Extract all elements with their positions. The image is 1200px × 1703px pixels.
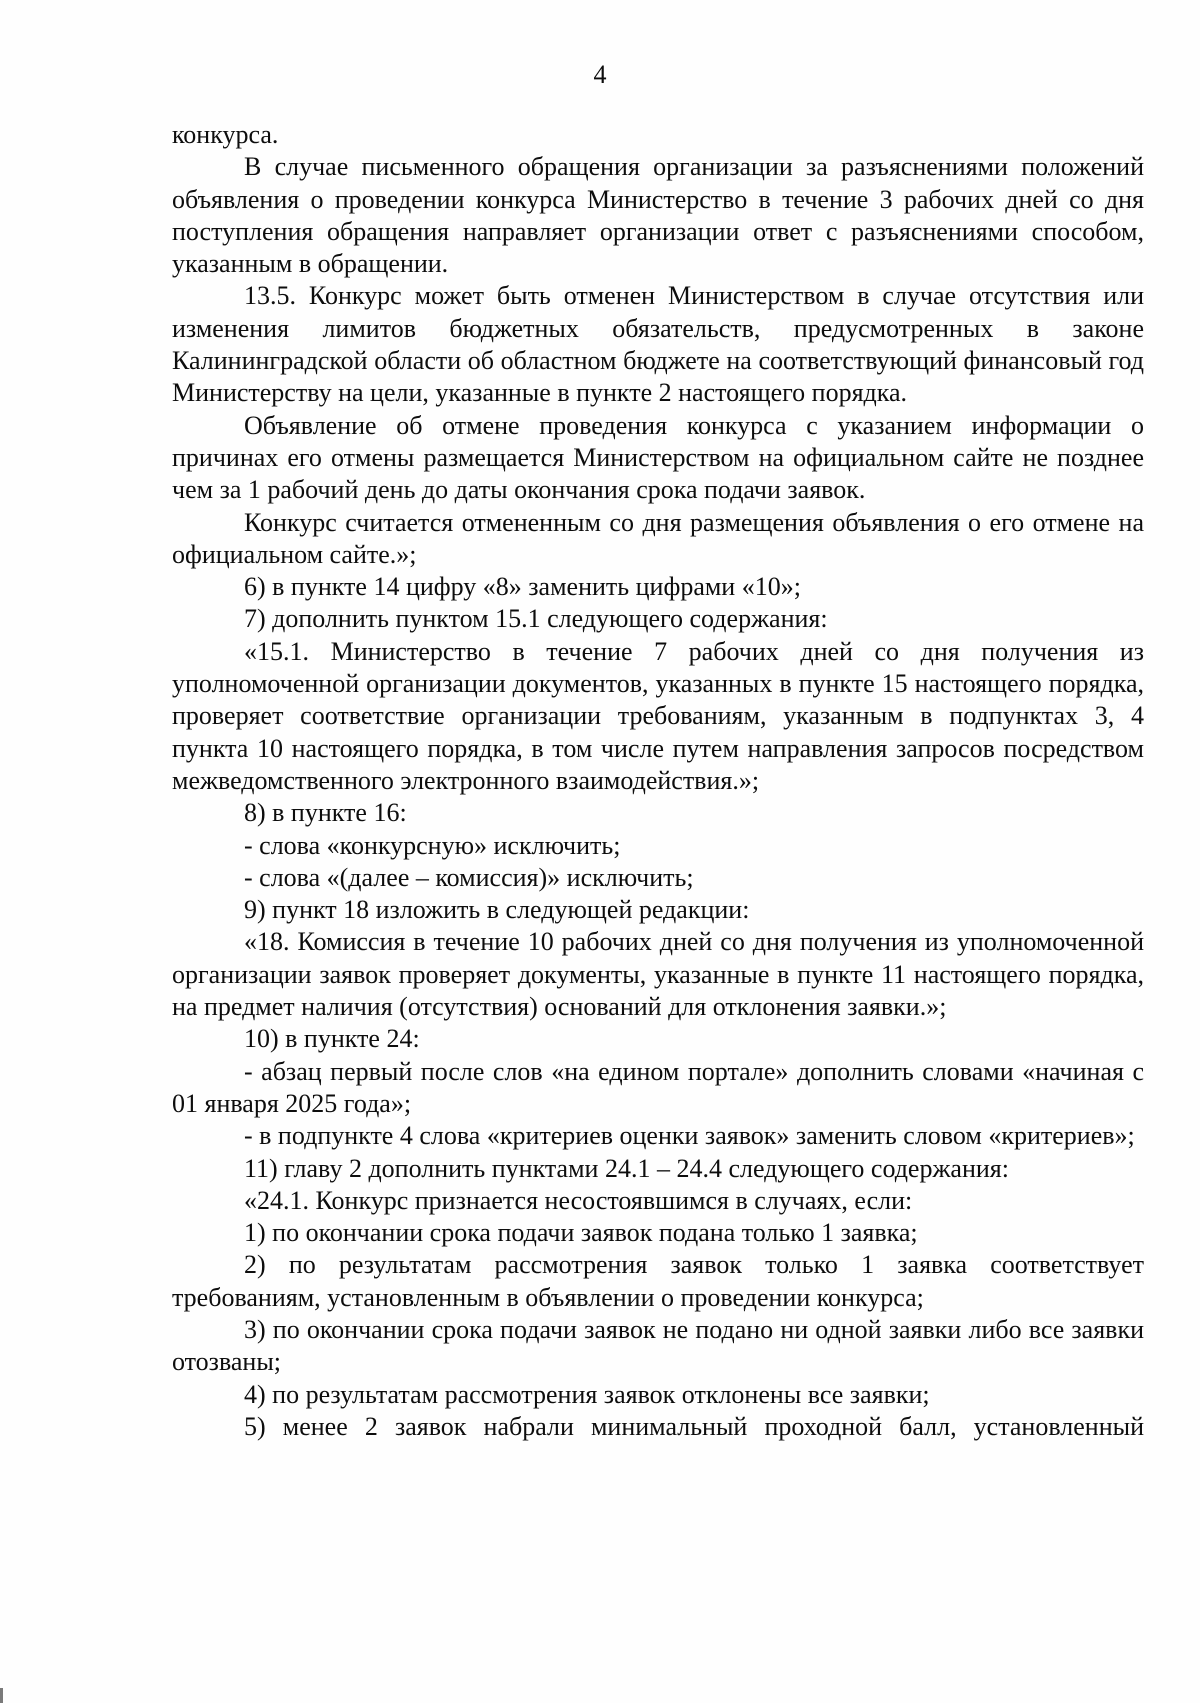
dash-item-konkursnuyu: - слова «конкурсную» исключить; [244, 830, 621, 860]
sub-item-3: 3) по окончании срока подачи заявок не подано ни одной заявки либо все заявки отозваны; [172, 1314, 1144, 1377]
sub-item-1: 1) по окончании срока подачи заявок подана только 1 заявка; [244, 1218, 918, 1248]
paragraph-cancellation-notice: Объявление об отмене проведения конкурса с указанием информации о причинах его отмены размещается Министерством на официальном сайте не позднее чем за 1 рабочий день до даты окончания срока подачи заявок. [172, 410, 1144, 505]
sub-item-4: 4) по результатам рассмотрения заявок отклонены все заявки; [244, 1379, 930, 1409]
paragraph-24-1: «24.1. Конкурс признается несостоявшимся в случаях, если: [244, 1185, 913, 1215]
paragraph-13-5: 13.5. Конкурс может быть отменен Министерством в случае отсутствия или изменения лимитов бюджетных обязательств, предусмотренных в законе Калининградской области об областном бюджете на соответствующий финансовый год Министерству на цели, указанные в пункте 2 настоящего порядка. [172, 281, 1144, 408]
paragraph-continuation: конкурса. [172, 120, 279, 149]
dash-item-podpunkt-4: - в подпункте 4 слова «критериев оценки заявок» заменить словом «критериев»; [244, 1121, 1135, 1151]
sub-item-5: 5) менее 2 заявок набрали минимальный проходной балл, установленный [244, 1411, 1144, 1441]
list-item-9: 9) пункт 18 изложить в следующей редакции: [244, 895, 750, 925]
list-item-8: 8) в пункте 16: [244, 798, 407, 828]
scan-edge-mark [0, 1688, 3, 1703]
paragraph-18: «18. Комиссия в течение 10 рабочих дней со дня получения из уполномоченной организации заявок проверяет документы, указанные в пункте 11 настоящего порядка, на предмет наличия (отсутствия) оснований для отклонения заявки.»; [172, 927, 1144, 1022]
page-number: 4 [593, 60, 607, 89]
dash-item-komissiya: - слова «(далее – комиссия)» исключить; [244, 862, 694, 892]
list-item-10: 10) в пункте 24: [244, 1024, 420, 1054]
paragraph-cancellation-effective: Конкурс считается отмененным со дня размещения объявления о его отмене на официальном сайте.»; [172, 507, 1144, 569]
dash-item-edinyi-portal: - абзац первый после слов «на едином портале» дополнить словами «начиная с 01 января 2025 года»; [172, 1056, 1144, 1118]
list-item-6: 6) в пункте 14 цифру «8» заменить цифрами «10»; [244, 572, 801, 602]
sub-item-2: 2) по результатам рассмотрения заявок только 1 заявка соответствует требованиям, установленным в объявлении о проведении конкурса; [172, 1250, 1144, 1312]
paragraph-clarification-request: В случае письменного обращения организации за разъяснениями положений объявления о проведении конкурса Министерство в течение 3 рабочих дней со дня поступления обращения направляет организации ответ с разъяснениями способом, указанным в обращении. [172, 152, 1144, 279]
paragraph-15-1: «15.1. Министерство в течение 7 рабочих дней со дня получения из уполномоченной организации документов, указанных в пункте 15 настоящего порядка, проверяет соответствие организации требованиям, указанным в подпунктах 3, 4 пункта 10 настоящего порядка, в том числе путем направления запросов посредством межведомственного электронного взаимодействия.»; [172, 636, 1144, 795]
list-item-7: 7) дополнить пунктом 15.1 следующего содержания: [244, 604, 828, 634]
document-body [172, 119, 1144, 1443]
list-item-11: 11) главу 2 дополнить пунктами 24.1 – 24.4 следующего содержания: [244, 1153, 1009, 1183]
